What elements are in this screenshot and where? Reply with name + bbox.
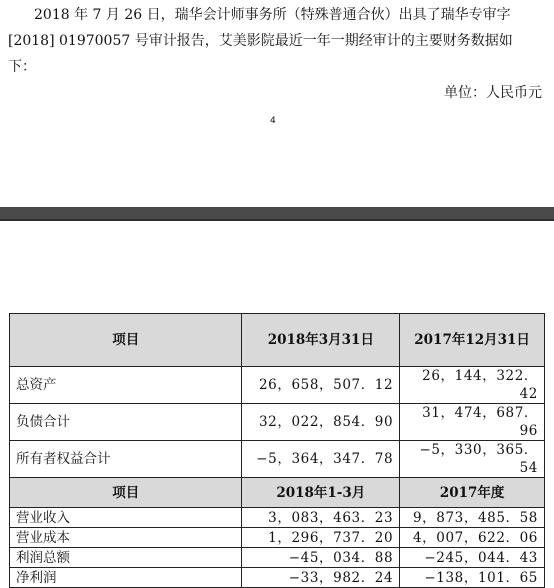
row-value-2: 9，873，485．58 [400,508,545,528]
header-period-1: 2018年1-3月 [242,478,400,508]
row-value-1: 3，083，463．23 [242,508,400,528]
row-value-2: −5，330，365．54 [400,441,545,478]
row-value-1: −45，034．88 [242,548,400,568]
intro-paragraph-line-3: 下： [8,59,36,75]
row-label: 负债合计 [10,404,242,441]
table-row [10,404,545,441]
header-period-2: 2017年度 [400,478,545,508]
table-row [10,367,545,404]
header-item: 项目 [10,478,242,508]
row-label: 所有者权益合计 [10,441,242,478]
page-separator [0,207,554,219]
row-label: 净利润 [10,568,242,588]
header-item: 项目 [10,314,242,367]
header-period-1: 2018年3月31日 [242,314,400,367]
table-row [10,568,545,588]
row-label: 营业收入 [10,508,242,528]
income-header-row [10,478,545,508]
currency-unit-note: 单位：人民币元 [444,85,542,101]
row-value-2: 31，474，687．96 [400,404,545,441]
header-period-2: 2017年12月31日 [400,314,545,367]
row-value-2: −245，044．43 [400,548,545,568]
row-value-1: 26，658，507．12 [242,367,400,404]
table-row [10,508,545,528]
table-row [10,548,545,568]
row-label: 营业成本 [10,528,242,548]
document-page-top [0,0,554,207]
row-label: 利润总额 [10,548,242,568]
row-value-1: 1，296，737．20 [242,528,400,548]
intro-paragraph-line-2: [2018] 01970057 号审计报告，艾美影院最近一年一期经审计的主要财务数据如 [8,33,513,49]
page-number: 4 [270,116,276,126]
table-row [10,441,545,478]
row-value-2: −138，101．65 [400,568,545,588]
intro-paragraph-line-1: 2018 年 7 月 26 日，瑞华会计师事务所（特殊普通合伙）出具了瑞华专审字 [34,7,511,23]
row-value-2: 26，144，322．42 [400,367,545,404]
row-value-1: −5，364，347．78 [242,441,400,478]
table-row [10,528,545,548]
row-label: 总资产 [10,367,242,404]
financial-data-table [9,313,545,588]
balance-header-row [10,314,545,367]
row-value-2: 4，007，622．06 [400,528,545,548]
row-value-1: 32，022，854．90 [242,404,400,441]
row-value-1: −33，982．24 [242,568,400,588]
